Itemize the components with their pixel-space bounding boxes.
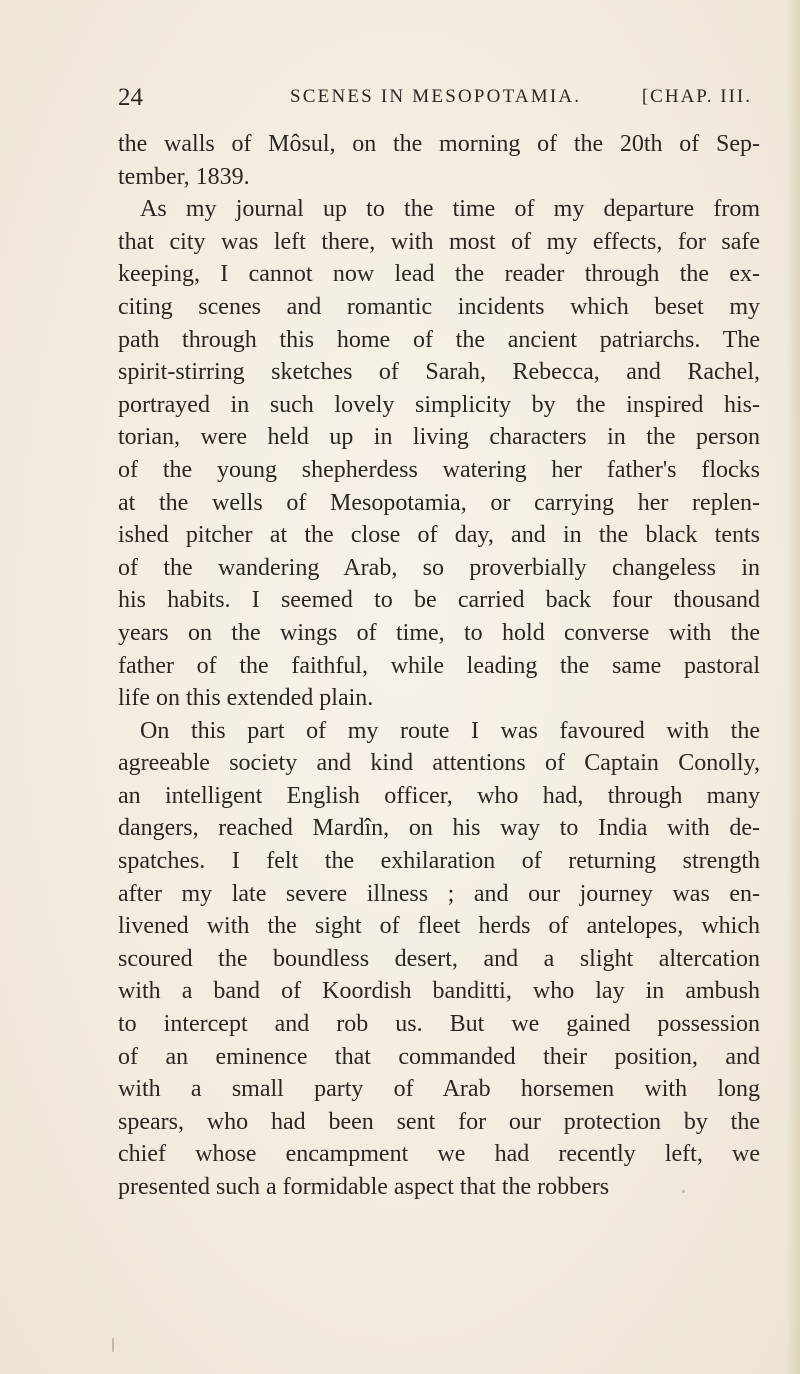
running-title: SCENES IN MESOPOTAMIA. [290, 86, 582, 107]
text-line: chief whose encampment we had recently left, we [118, 1141, 760, 1168]
text-line: life on this extended plain. [118, 685, 374, 712]
text-line: with a small party of Arab horsemen with long [118, 1076, 760, 1103]
text-line: father of the faithful, while leading the same pastoral [118, 652, 760, 679]
text-line: with a band of Koordish banditti, who lay in ambush [118, 978, 760, 1005]
text-line: presented such a formidable aspect that the robbers [118, 1174, 610, 1200]
text-line: of the young shepherdess watering her father's flocks [118, 456, 760, 483]
running-head [118, 84, 752, 120]
text-line: at the wells of Mesopotamia, or carrying her replen- [118, 489, 760, 516]
text-line: that city was left there, with most of my effects, for safe [118, 228, 760, 255]
page-edge-shadow [786, 0, 800, 1374]
text-line: of the wandering Arab, so proverbially changeless in [118, 554, 760, 581]
text-line: portrayed in such lovely simplicity by the inspired his- [118, 391, 760, 418]
chapter-reference: [CHAP. III. [641, 86, 752, 107]
paragraph-start-line: On this part of my route I was favoured with the [140, 717, 760, 744]
text-line: ished pitcher at the close of day, and in the black tents [118, 522, 760, 549]
text-line: scoured the boundless desert, and a slight altercation [118, 945, 760, 972]
text-line: keeping, I cannot now lead the reader through the ex- [118, 261, 760, 288]
text-line: the walls of Môsul, on the morning of the 20th of Sep- [118, 131, 760, 157]
text-line: torian, were held up in living characters in the person [118, 424, 760, 451]
paper-speck [112, 1338, 114, 1352]
text-line: his habits. I seemed to be carried back four thousand [118, 587, 760, 614]
text-line: spatches. I felt the exhilaration of returning strength [118, 848, 760, 875]
text-line: agreeable society and kind attentions of Captain Conolly, [118, 750, 760, 777]
text-line: to intercept and rob us. But we gained possession [118, 1011, 760, 1038]
paragraph-start-line: As my journal up to the time of my departure from [140, 196, 760, 223]
text-line: livened with the sight of fleet herds of antelopes, which [118, 913, 760, 940]
text-line: tember, 1839. [118, 163, 250, 190]
text-line: of an eminence that commanded their position, and [118, 1043, 760, 1070]
text-line: after my late severe illness ; and our journey was en- [118, 880, 760, 907]
text-line: path through this home of the ancient patriarchs. The [118, 326, 760, 353]
text-line: citing scenes and romantic incidents which beset my [118, 293, 760, 320]
text-line: years on the wings of time, to hold converse with the [118, 619, 760, 646]
text-line: dangers, reached Mardîn, on his way to India with de- [118, 815, 760, 842]
text-line: an intelligent English officer, who had, through many [118, 782, 760, 809]
text-line: spirit-stirring sketches of Sarah, Rebecca, and Rachel, [118, 359, 760, 386]
paper-speck [682, 1190, 685, 1193]
page-number: 24 [118, 84, 143, 111]
body-text [118, 128, 760, 1204]
text-line: spears, who had been sent for our protection by the [118, 1108, 760, 1135]
